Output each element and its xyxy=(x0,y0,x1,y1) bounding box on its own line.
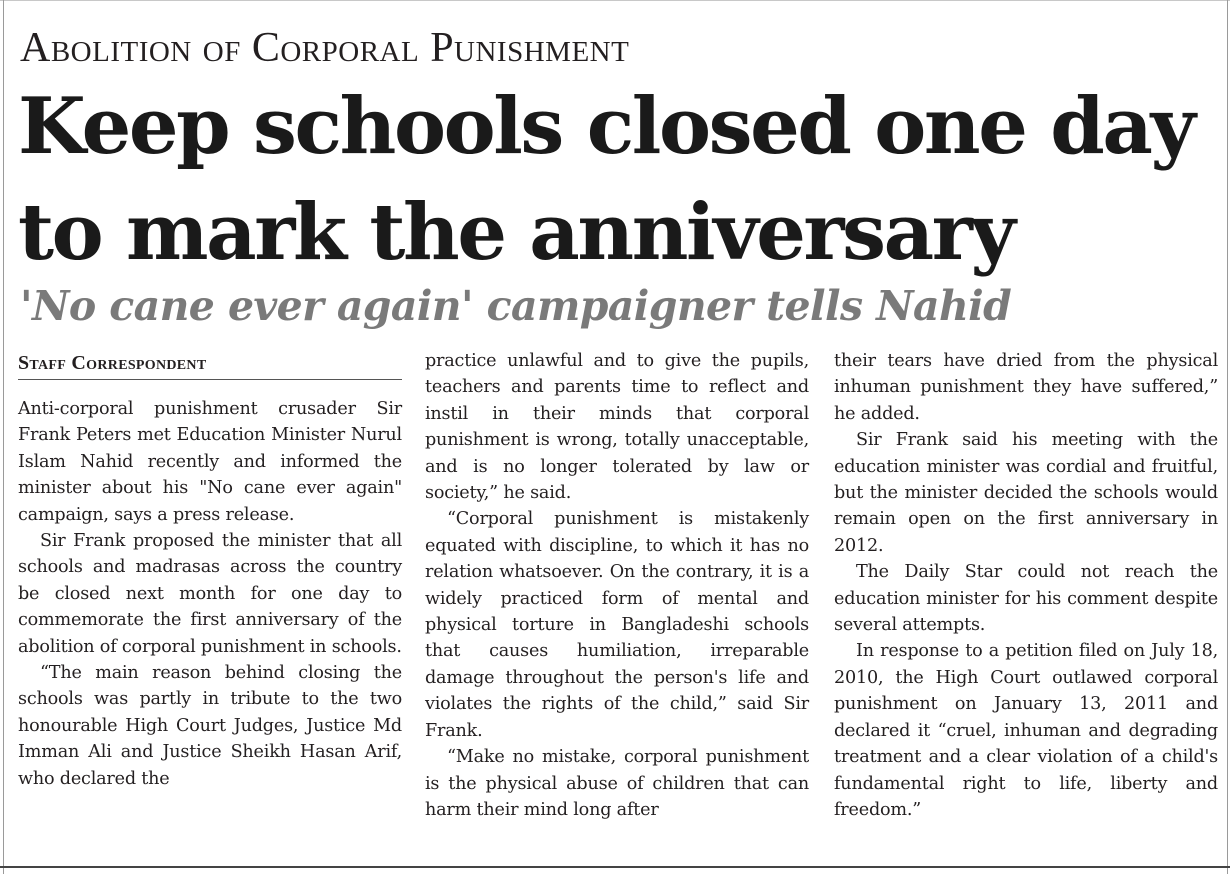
paragraph: Anti-corporal punishment crusader Sir Frank Peters met Education Minister Nurul Islam Nahid recently and informed the minister about his "No cane ever again" campaign, says a press release. xyxy=(18,399,402,525)
paragraph: Sir Frank proposed the minister that all schools and madrasas across the country be closed next month for one day to commemorate the first anniversary of the abolition of corporal punishment in schools. xyxy=(18,531,402,657)
paragraph: Sir Frank said his meeting with the education minister was cordial and fruitful, but the minister decided the schools would remain open on the first anniversary in 2012. xyxy=(834,430,1218,556)
article-subhead: 'No cane ever again' campaigner tells Nahid xyxy=(20,282,1012,330)
paragraph: “The main reason behind closing the schools was partly in tribute to the two honourable High Court Judges, Justice Md Imman Ali and Justice Sheikh Hasan Arif, who declared the xyxy=(18,663,402,789)
frame-left-border xyxy=(3,0,4,874)
paragraph: “Corporal punishment is mistakenly equated with discipline, to which it has no relation whatsoever. On the contrary, it is a widely practiced form of mental and physical torture in Bangladeshi schools that causes humiliation, irreparable damage throughout the person's life and violates the rights of the child,” said Sir Frank. xyxy=(425,509,809,741)
article-kicker: Abolition of Corporal Punishment xyxy=(20,25,630,71)
article-headline: Keep schools closed one day to mark the anniversary xyxy=(18,81,1194,278)
frame-top-border xyxy=(0,0,1230,1)
article-column-1 xyxy=(18,396,402,792)
byline: Staff Correspondent xyxy=(18,352,207,374)
paragraph: The Daily Star could not reach the education minister for his comment despite several attempts. xyxy=(834,562,1218,636)
article-column-2 xyxy=(425,348,809,823)
paragraph: their tears have dried from the physical inhuman punishment they have suffered,” he added. xyxy=(834,351,1218,424)
paragraph: In response to a petition filed on July 18, 2010, the High Court outlawed corporal punishment on January 13, 2011 and declared it “cruel, inhuman and degrading treatment and a clear violation of a child's fundamental right to life, liberty and freedom.” xyxy=(834,641,1218,820)
frame-right-border xyxy=(1227,0,1228,874)
article-column-3 xyxy=(834,348,1218,823)
paragraph: “Make no mistake, corporal punishment is the physical abuse of children that can harm their mind long after xyxy=(425,747,809,820)
frame-bottom-rule xyxy=(0,866,1230,868)
paragraph: practice unlawful and to give the pupils, teachers and parents time to reflect and instil in their minds that corporal punishment is wrong, totally unacceptable, and is no longer tolerated by law or society,” he said. xyxy=(425,351,809,504)
byline-divider xyxy=(18,379,402,380)
